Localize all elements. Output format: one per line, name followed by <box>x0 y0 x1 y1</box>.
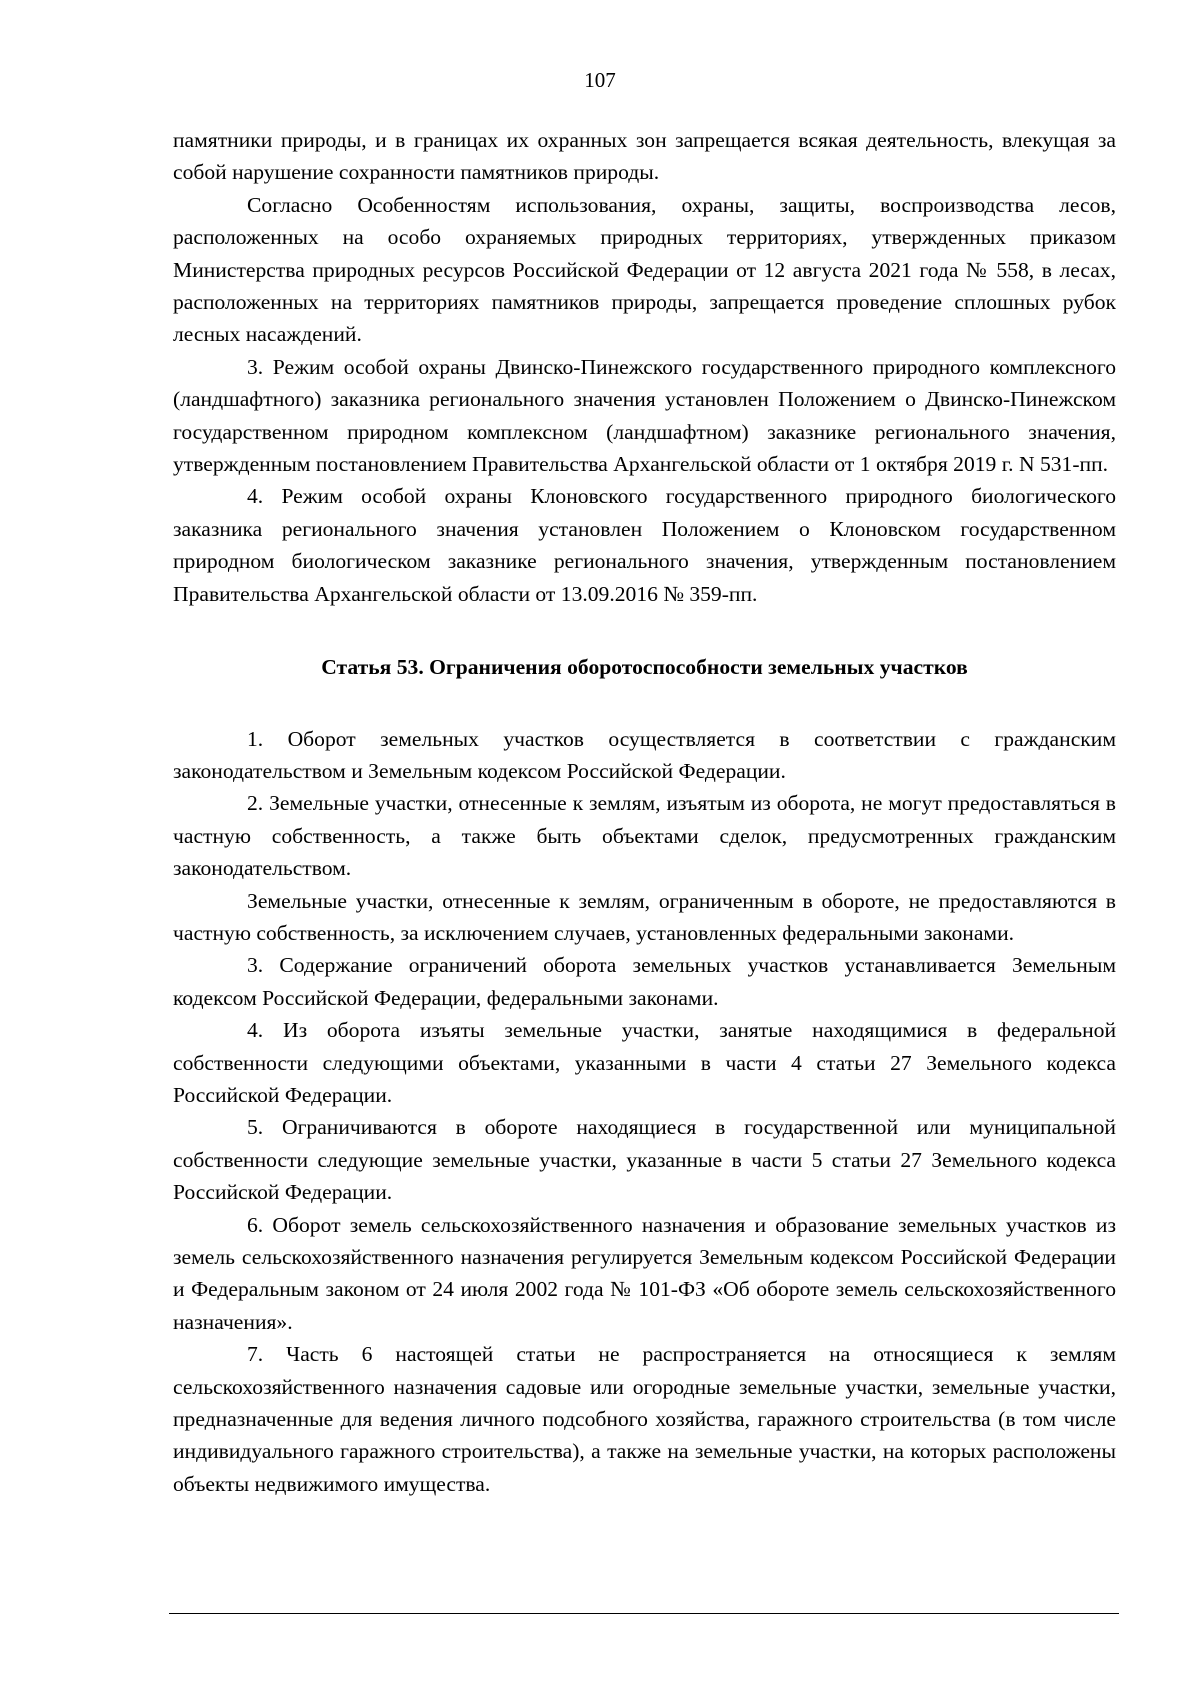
paragraph: 3. Содержание ограничений оборота земельных участков устанавливается Земельным кодексом Российской Федерации, федеральными законами. <box>173 953 1116 1010</box>
paragraph: Согласно Особенностям использования, охраны, защиты, воспроизводства лесов, расположенных на особо охраняемых природных территориях, утвержденных приказом Министерства природных ресурсов Российской Федерации от 12 августа 2021 года № 558, в лесах, расположенных на территориях памятников природы, запрещается проведение сплошных рубок лесных насаждений. <box>173 192 1116 347</box>
paragraph: 7. Часть 6 настоящей статьи не распространяется на относящиеся к землям сельскохозяйственного назначения садовые или огородные земельные участки, земельные участки, предназначенные для ведения личного подсобного хозяйства, гаражного строительства (в том числе индивидуального гаражного строительства), а также на земельные участки, на которых расположены объекты недвижимого имущества. <box>173 1342 1116 1496</box>
paragraph: Земельные участки, отнесенные к землям, ограниченным в обороте, не предоставляются в частную собственность, за исключением случаев, установленных федеральными законами. <box>173 888 1116 945</box>
document-body <box>173 124 1116 1500</box>
paragraph: 6. Оборот земель сельскохозяйственного назначения и образование земельных участков из земель сельскохозяйственного назначения регулируется Земельным кодексом Российской Федерации и Федеральным законом от 24 июля 2002 года № 101-ФЗ «Об обороте земель сельскохозяйственного назначения». <box>173 1212 1116 1334</box>
paragraph: 3. Режим особой охраны Двинско-Пинежского государственного природного комплексного (ландшафтного) заказника регионального значения установлен Положением о Двинско-Пинежском государственном природном комплексном (ландшафтном) заказнике регионального значения, утвержденным постановлением Правительства Архангельской области от 1 октября 2019 г. N 531-пп. <box>173 354 1116 477</box>
page-number: 107 <box>584 68 616 92</box>
paragraph: памятники природы, и в границах их охранных зон запрещается всякая деятельность, влекущая за собой нарушение сохранности памятников природы. <box>173 128 1116 185</box>
paragraph: 2. Земельные участки, отнесенные к землям, изъятым из оборота, не могут предоставляться в частную собственность, а также быть объектами сделок, предусмотренных гражданским законодательством. <box>173 791 1116 881</box>
paragraph: 4. Режим особой охраны Клоновского государственного природного биологического заказника регионального значения установлен Положением о Клоновском государственном природном биологическом заказнике регионального значения, утвержденным постановлением Правительства Архангельской области от 13.09.2016 № 359-пп. <box>173 484 1116 606</box>
footer-rule <box>169 1613 1119 1614</box>
paragraph: 1. Оборот земельных участков осуществляется в соответствии с гражданским законодательством и Земельным кодексом Российской Федерации. <box>173 726 1116 783</box>
paragraph: 4. Из оборота изъяты земельные участки, занятые находящимися в федеральной собственности следующими объектами, указанными в части 4 статьи 27 Земельного кодекса Российской Федерации. <box>173 1018 1116 1107</box>
article-heading: Статья 53. Ограничения оборотоспособности земельных участков <box>321 655 968 680</box>
paragraph: 5. Ограничиваются в обороте находящиеся в государственной или муниципальной собственности следующие земельные участки, указанные в части 5 статьи 27 Земельного кодекса Российской Федерации. <box>173 1115 1116 1205</box>
